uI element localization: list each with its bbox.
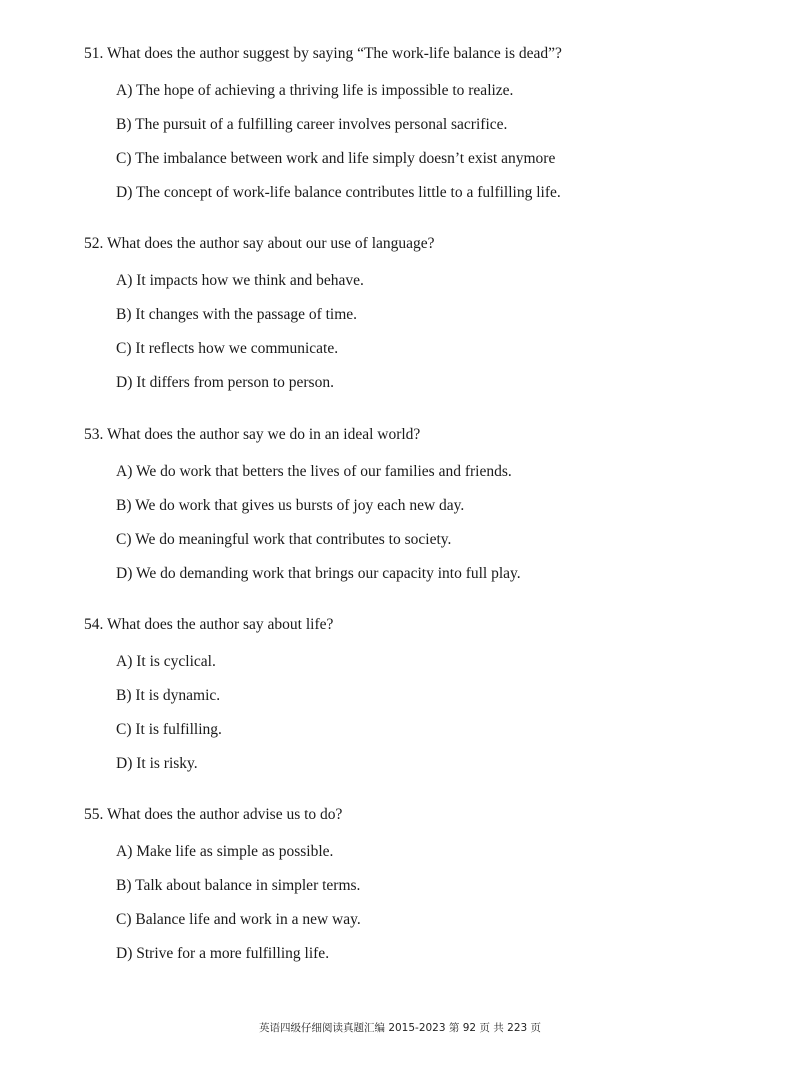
footer-total-pages: 223 (507, 1022, 528, 1034)
answer-option-a: A) It impacts how we think and behave. (116, 271, 364, 289)
question-stem: 54. What does the author say about life? (84, 616, 334, 633)
answer-option-b: B) We do work that gives us bursts of joy each new day. (116, 496, 465, 514)
question-stem: 52. What does the author say about our use of language? (84, 235, 435, 252)
footer-page-suffix: 页 (530, 1022, 542, 1034)
answer-option-a: A) The hope of achieving a thriving life is impossible to realize. (116, 81, 514, 99)
answer-option-d: D) The concept of work-life balance contributes little to a fulfilling life. (116, 184, 561, 202)
answer-option-c: C) Balance life and work in a new way. (116, 911, 361, 929)
answer-option-d: D) It differs from person to person. (116, 374, 334, 392)
answer-option-b: B) It is dynamic. (116, 686, 221, 704)
answer-option-d: D) It is risky. (116, 755, 198, 773)
answer-option-c: C) The imbalance between work and life simply doesn’t exist anymore (116, 150, 556, 168)
answer-option-c: C) It reflects how we communicate. (116, 340, 339, 358)
answer-option-b: B) The pursuit of a fulfilling career involves personal sacrifice. (116, 115, 508, 133)
footer-page-number: 92 (462, 1022, 477, 1034)
question-51 (84, 44, 764, 203)
question-stem: 53. What does the author say we do in an ideal world? (84, 426, 421, 443)
answer-option-b: B) It changes with the passage of time. (116, 305, 358, 323)
answer-option-a: A) Make life as simple as possible. (116, 842, 334, 860)
footer-page-mid: 页 共 (479, 1022, 504, 1034)
answer-option-b: B) Talk about balance in simpler terms. (116, 876, 361, 894)
page-footer (0, 1021, 800, 1035)
question-stem: 51. What does the author suggest by saying “The work-life balance is dead”? (84, 45, 562, 62)
question-55 (84, 805, 764, 964)
answer-option-a: A) It is cyclical. (116, 652, 216, 670)
question-52 (84, 234, 764, 393)
question-stem: 55. What does the author advise us to do? (84, 806, 343, 823)
question-53 (84, 425, 764, 584)
answer-option-d: D) Strive for a more fulfilling life. (116, 945, 330, 963)
answer-option-c: C) It is fulfilling. (116, 721, 222, 739)
answer-option-c: C) We do meaningful work that contributes to society. (116, 531, 452, 549)
footer-title: 英语四级仔细阅读真题汇编 (258, 1022, 385, 1034)
answer-option-a: A) We do work that betters the lives of our families and friends. (116, 462, 512, 480)
question-54 (84, 615, 764, 774)
footer-years: 2015-2023 (388, 1022, 446, 1034)
answer-option-d: D) We do demanding work that brings our capacity into full play. (116, 565, 521, 583)
footer-page-prefix: 第 (448, 1022, 460, 1034)
